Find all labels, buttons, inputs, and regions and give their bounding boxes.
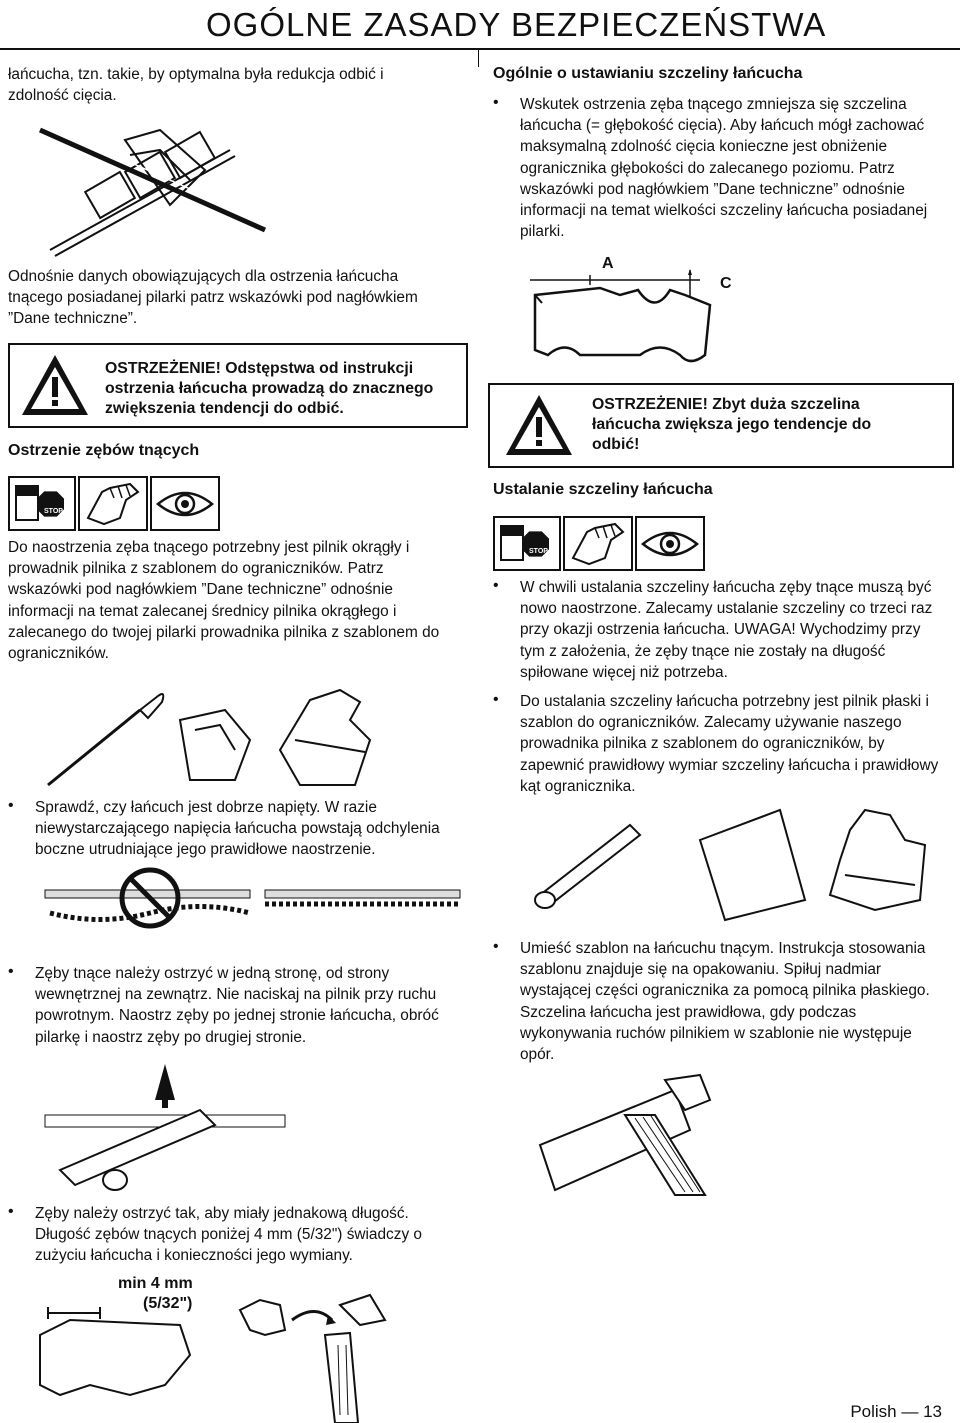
wrong-file-guide-illustration	[30, 110, 270, 260]
min-length-label: min 4 mm	[118, 1275, 193, 1292]
depth-gauge-diagram	[520, 255, 760, 375]
bullet-text: Sprawdź, czy łańcuch jest dobrze napięty. W razie niewystarczającego napięcia łańcucha powstają odchylenia boczne utrudniające jego prawidłowe naostrzenie.	[35, 799, 440, 859]
left-bullet-2	[8, 963, 463, 1048]
warning-label: OSTRZEŻENIE!	[105, 360, 221, 377]
eye-icon	[152, 478, 218, 529]
page-footer: Polish — 13	[850, 1402, 942, 1421]
header-rule	[0, 48, 960, 50]
warning-box-kickback	[8, 343, 468, 428]
warning-triangle-icon	[504, 393, 574, 457]
stop-engine-icon	[8, 476, 76, 531]
left-bullet-1	[8, 797, 463, 861]
technical-data-reference: Odnośnie danych obowiązujących dla ostrzenia łańcucha tnącego posiadanej pilarki patrz wskazówki pod nagłówkiem ”Dane techniczne”.	[8, 268, 418, 328]
gloves-icon	[565, 518, 631, 569]
chain-tension-illustration	[40, 868, 460, 933]
bullet-text: W chwili ustalania szczeliny łańcucha zęby tnące muszą być nowo naostrzone. Zalecamy ustalanie szczeliny co trzeci raz przy okazji ostrzenia łańcucha. UWAGA! Wychodzimy przy tym z założenia, że zęby tnące nie zostały na długość spiłowane więcej niż potrzeba.	[520, 579, 933, 681]
bullet-text: Zęby tnące należy ostrzyć w jedną stronę, od strony wewnętrznej na zewnątrz. Nie naciskaj na pilnik przy ruchu powrotnym. Naostrz zęby po jednej stronie łańcucha, obróć pilarkę i naostrz zęby po drugiej stronie.	[35, 965, 439, 1046]
left-bullet-3	[8, 1203, 463, 1267]
bullet-icon: •	[493, 691, 499, 708]
warning-label: OSTRZEŻENIE!	[592, 396, 708, 413]
warning-box-gap	[488, 383, 954, 468]
template-on-chain-illustration	[525, 1070, 725, 1200]
bullet-text: Umieść szablon na łańcuchu tnącym. Instrukcja stosowania szablonu znajduje się na opakowaniu. Spiłuj nadmiar wystającej części ogranicznika za pomocą pilnika płaskiego. Szczelina łańcucha jest prawidłowa, gdy podczas wykonywania ruchów pilnikiem w szablonie nie występuje opór.	[520, 940, 930, 1064]
label-a: A	[602, 255, 614, 272]
right-bullet-3	[493, 938, 948, 1065]
bullet-text: Do ustalania szczeliny łańcucha potrzebny jest pilnik płaski i szablon do ograniczników. Zalecamy używanie naszego prowadnika pilnika z szablonem do ograniczników, by zapewnić prawidłowy wymiar szczeliny łańcucha i prawidłowy kąt ogranicznika.	[520, 693, 939, 795]
flat-file-and-template-illustration	[520, 800, 940, 925]
round-file-and-guide-illustration	[40, 680, 440, 800]
section-heading-gap-general: Ogólnie o ustawianiu szczeliny łańcucha	[493, 65, 803, 82]
gloves-icon	[78, 476, 148, 531]
filing-direction-illustration	[40, 1060, 290, 1200]
bullet-text: Wskutek ostrzenia zęba tnącego zmniejsza się szczelina łańcucha (= głębokość cięcia). Aby łańcuch mógł zachować maksymalną zdolność cięcia konieczne jest obniżenie ogranicznika głębokości do zalecanego poziomu. Patrz wskazówki pod nagłówkiem ”Dane techniczne” odnośnie informacji na temat wielkości szczeliny łańcucha posiadanej pilarki.	[520, 96, 928, 241]
warning-text	[592, 395, 922, 455]
worn-tooth-drawing	[40, 1275, 440, 1423]
safety-icons-row	[493, 516, 703, 571]
eye-protection-icon	[635, 516, 705, 571]
bullet-text: Zęby należy ostrzyć tak, aby miały jednakową długość. Długość zębów tnących poniżej 4 mm (5/32") świadczy o zużyciu łańcucha i konieczności jego wymiany.	[35, 1205, 422, 1265]
bullet-icon: •	[493, 94, 499, 111]
bullet-icon: •	[8, 1203, 14, 1220]
stop-engine-icon	[493, 516, 561, 571]
bullet-icon: •	[8, 963, 14, 980]
right-bullet-2	[493, 691, 948, 797]
file-requirement-text: Do naostrzenia zęba tnącego potrzebny jest pilnik okrągły i prowadnik pilnika z szablonem do ograniczników. Patrz wskazówki pod nagłówkiem ”Dane techniczne” odnośnie informacji na temat zalecanej średnicy pilnika okrągłego i zalecanego do twojej pilarki prowadnika pilnika z szablonem do ograniczników.	[8, 539, 440, 663]
bullet-icon: •	[493, 577, 499, 594]
safety-icons-row	[8, 476, 218, 531]
intro-text: łańcucha, tzn. takie, by optymalna była redukcja odbić i zdolność cięcia.	[8, 66, 384, 105]
right-bullet-1	[493, 577, 948, 683]
warning-text	[105, 359, 465, 419]
gloves-icon	[563, 516, 633, 571]
bullet-icon: •	[493, 938, 499, 955]
stop-engine-icon	[10, 478, 74, 529]
gloves-icon	[80, 478, 146, 529]
section-heading-gap-setting: Ustalanie szczeliny łańcucha	[493, 481, 713, 498]
stop-engine-icon	[495, 518, 559, 569]
eye-protection-icon	[150, 476, 220, 531]
right-bullet-top	[493, 94, 948, 242]
stop-label: STOP	[44, 508, 63, 515]
min-length-diagram	[40, 1275, 440, 1423]
label-c: C	[720, 275, 732, 292]
bullet-icon: •	[8, 797, 14, 814]
eye-icon	[637, 518, 703, 569]
warning-triangle-icon	[20, 353, 90, 417]
section-heading-sharpening: Ostrzenie zębów tnących	[8, 442, 200, 459]
cutter-tooth-drawing	[520, 255, 760, 375]
column-divider	[478, 48, 479, 67]
page-title: OGÓLNE ZASADY BEZPIECZEŃSTWA	[206, 6, 827, 43]
min-length-inch-label: (5/32")	[143, 1295, 193, 1312]
warning-message: Odstępstwa od instrukcji ostrzenia łańcucha prowadzą do znacznego zwiększenia tendencji do odbić.	[105, 360, 434, 417]
stop-label: STOP	[529, 548, 548, 555]
warning-message: Zbyt duża szczelina łańcucha zwiększa jego tendencje do odbić!	[592, 396, 872, 453]
